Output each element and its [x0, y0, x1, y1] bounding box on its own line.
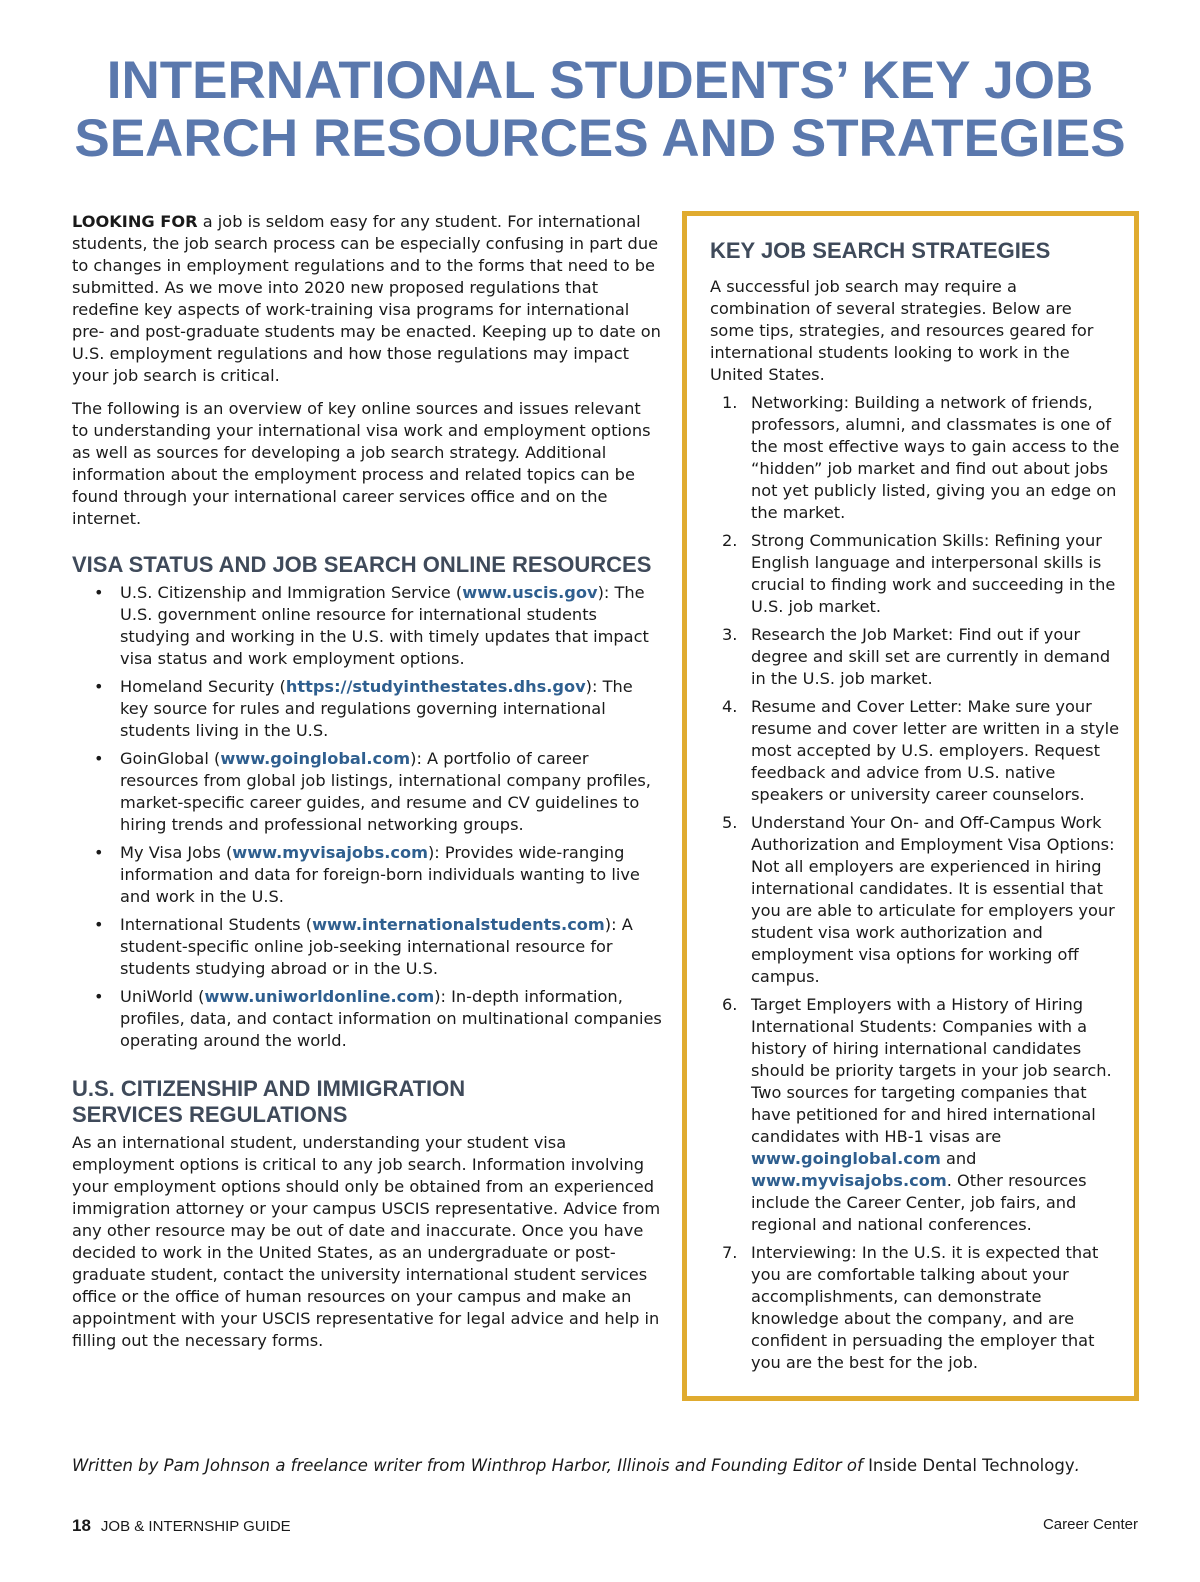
bullet-icon: •	[94, 987, 104, 1006]
list-item: • International Students (www.internationalstudents.com): A student-specific online job-seeking international resource for students studying abroad or in the U.S.	[94, 915, 633, 978]
internationalstudents-link[interactable]: www.internationalstudents.com	[312, 915, 605, 934]
list-item: 7. Interviewing: In the U.S. it is expected that you are comfortable talking about your accomplishments, can demonstrate knowledge about the company, and are confident in persuading the employer that you are the best for the job.	[722, 1243, 1099, 1372]
left-column	[72, 211, 662, 1363]
visa-resources-heading: VISA STATUS AND JOB SEARCH ONLINE RESOURCES	[72, 552, 652, 577]
publication-name: Inside Dental Technology	[868, 1456, 1075, 1475]
intro-p1-text: a job is seldom easy for any student. For international students, the job search process can be especially confusing in part due to changes in employment regulations and to the forms that need to be submitted. As we move into 2020 new proposed regulations that redefine key aspects of work-training visa programs for international pre- and post-graduate students may be enacted. Keeping up to date on U.S. employment regulations and how those regulations may impact your job search is critical.	[72, 212, 661, 385]
uscis-link[interactable]: www.uscis.gov	[462, 583, 598, 602]
strategies-content	[710, 238, 1120, 1380]
studyinthestates-link[interactable]: https://studyinthestates.dhs.gov	[285, 677, 586, 696]
strategies-box	[682, 211, 1139, 1401]
list-item: • UniWorld (www.uniworldonline.com): In-depth information, profiles, data, and contact information on multinational companies operating around the world.	[94, 987, 662, 1050]
strategies-heading: KEY JOB SEARCH STRATEGIES	[710, 238, 1051, 263]
footer-org: Career Center	[1042, 1516, 1138, 1533]
myvisajobs-link[interactable]: www.myvisajobs.com	[232, 843, 428, 862]
bullet-icon: •	[94, 915, 104, 934]
uscis-regulations-heading: U.S. CITIZENSHIP AND IMMIGRATION SERVICES REGULATIONS	[72, 1076, 466, 1127]
visa-resources-list	[72, 582, 662, 1052]
intro-lead: LOOKING FOR	[72, 212, 198, 231]
goinglobal-link[interactable]: www.goinglobal.com	[751, 1149, 941, 1168]
uscis-regulations-body: As an international student, understanding your student visa employment options is critical to any job search. Information involving your employment options should only be obtained from an experienced immigration attorney or your campus USCIS representative. Advice from any other resource may be out of date and inaccurate. Once you have decided to work in the United States, as an undergraduate or post-graduate student, contact the university international student services office or the office of human resources on your campus and make an appointment with your USCIS representative for legal advice and help in filling out the necessary forms.	[72, 1133, 661, 1350]
list-item: • GoinGlobal (www.goinglobal.com): A portfolio of career resources from global job listings, international company profiles, market-specific career guides, and resume and CV guidelines to hiring trends and professional networking groups.	[94, 749, 651, 834]
uniworld-link[interactable]: www.uniworldonline.com	[204, 987, 435, 1006]
list-item: 3. Research the Job Market: Find out if your degree and skill set are currently in demand in the U.S. job market.	[722, 625, 1111, 688]
intro-paragraph-1	[72, 211, 662, 387]
myvisajobs-link[interactable]: www.myvisajobs.com	[751, 1171, 947, 1190]
bullet-icon: •	[94, 583, 104, 602]
bullet-icon: •	[94, 677, 104, 696]
guide-title: JOB & INTERNSHIP GUIDE	[100, 1518, 291, 1535]
bullet-icon: •	[94, 843, 104, 862]
list-item: 2. Strong Communication Skills: Refining your English language and interpersonal skills is crucial to finding work and succeeding in the U.S. job market.	[722, 531, 1116, 616]
author-credit: Written by Pam Johnson a freelance writer from Winthrop Harbor, Illinois and Founding Editor of Inside Dental Technology.	[72, 1456, 1080, 1475]
page-title-line2: SEARCH RESOURCES AND STRATEGIES	[74, 109, 1126, 168]
page-title	[0, 52, 1200, 168]
list-item: • U.S. Citizenship and Immigration Service (www.uscis.gov): The U.S. government online resource for international students studying and working in the U.S. with timely updates that impact visa status and work employment options.	[94, 583, 649, 668]
list-item: 1. Networking: Building a network of friends, professors, alumni, and classmates is one of the most effective ways to gain access to the “hidden” job market and find out about jobs not yet publicly listed, giving you an edge on the market.	[722, 393, 1120, 522]
list-item: 6. Target Employers with a History of Hiring International Students: Companies with a history of hiring international candidates should be priority targets in your job search. Two sources for targeting companies that have petitioned for and hired international candidates with HB-1 visas are www.goinglobal.com and www.myvisajobs.com. Other resources include the Career Center, job fairs, and regional and national conferences.	[722, 995, 1112, 1234]
bullet-icon: •	[94, 749, 104, 768]
intro-paragraph-2: The following is an overview of key online sources and issues relevant to understanding your international visa work and employment options as well as sources for developing a job search strategy. Additional information about the employment process and related topics can be found through your international career services office and on the internet.	[72, 399, 651, 528]
list-item: • My Visa Jobs (www.myvisajobs.com): Provides wide-ranging information and data for foreign-born individuals wanting to live and work in the U.S.	[94, 843, 640, 906]
list-item: • Homeland Security (https://studyinthestates.dhs.gov): The key source for rules and regulations governing international students living in the U.S.	[94, 677, 633, 740]
list-item: 4. Resume and Cover Letter: Make sure your resume and cover letter are written in a style most accepted by U.S. employers. Request feedback and advice from U.S. native speakers or university career counselors.	[722, 697, 1120, 804]
list-item: 5. Understand Your On- and Off-Campus Work Authorization and Employment Visa Options: Not all employers are experienced in hiring international candidates. It is essential that you are able to articulate for employers your student visa work authorization and employment visa options for working off campus.	[722, 813, 1115, 986]
strategies-list	[710, 392, 1120, 1374]
goinglobal-link[interactable]: www.goinglobal.com	[220, 749, 411, 768]
footer-left	[72, 1516, 291, 1536]
strategies-intro: A successful job search may require a combination of several strategies. Below are some tips, strategies, and resources geared for international students looking to work in the United States.	[710, 277, 1094, 384]
page-title-line1: INTERNATIONAL STUDENTS’ KEY JOB	[106, 51, 1094, 110]
page-number: 18	[72, 1516, 91, 1535]
